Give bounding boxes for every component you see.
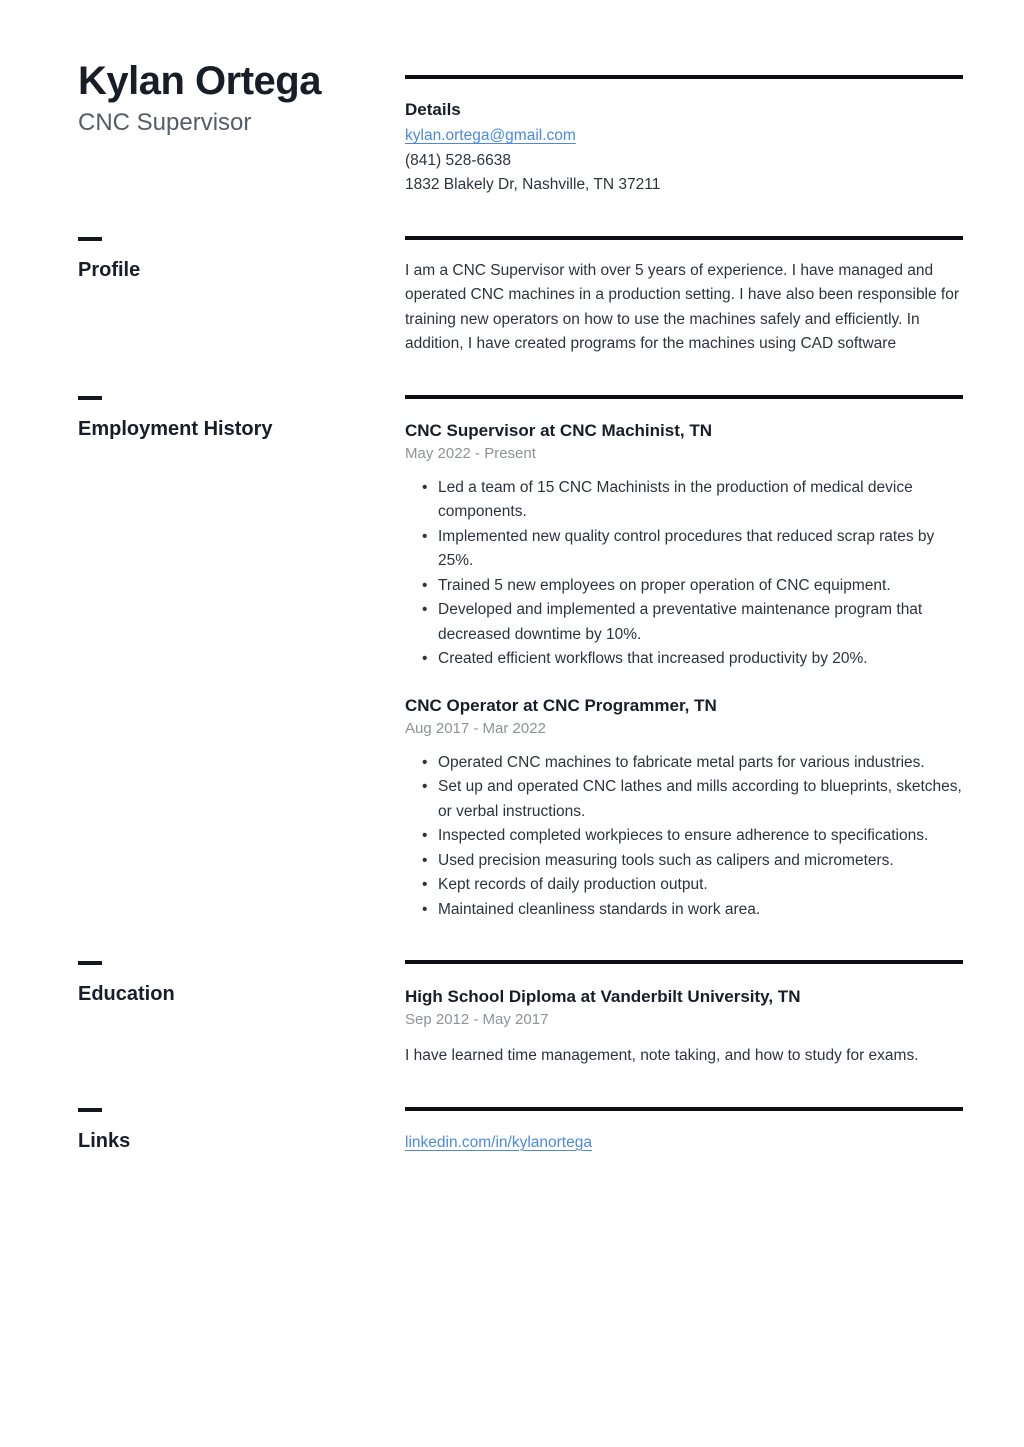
person-job-title: CNC Supervisor	[78, 109, 252, 136]
job-bullet-list	[405, 476, 963, 672]
section-dash	[78, 961, 102, 965]
job-bullet: • Developed and implemented a preventative maintenance program that decreased downtime by 10%.	[405, 598, 963, 647]
header-section	[78, 57, 963, 198]
job-title: CNC Operator at CNC Programmer, TN	[405, 695, 717, 715]
employment-section	[78, 395, 963, 923]
education-heading: Education	[78, 983, 175, 1005]
job-dates: Aug 2017 - Mar 2022	[405, 719, 546, 737]
education-content	[405, 960, 963, 1069]
profile-section	[78, 236, 963, 357]
section-rule	[405, 1107, 963, 1111]
job-bullet: • Kept records of daily production output.	[405, 873, 963, 898]
details-heading: Details	[405, 100, 461, 119]
section-rule	[405, 395, 963, 399]
job-bullet: • Implemented new quality control procedures that reduced scrap rates by 25%.	[405, 525, 963, 574]
section-rule	[405, 75, 963, 79]
education-description: I have learned time management, note taking, and how to study for exams.	[405, 1047, 919, 1064]
job-entry	[405, 419, 963, 672]
link-row	[405, 1131, 963, 1156]
section-rule	[405, 960, 963, 964]
contact-list	[405, 124, 963, 198]
section-dash	[78, 396, 102, 400]
phone-row: (841) 528-6638	[405, 151, 511, 169]
job-bullet: • Set up and operated CNC lathes and mills according to blueprints, sketches, or verbal instructions.	[405, 775, 963, 824]
profile-side	[78, 236, 405, 357]
employment-content	[405, 395, 963, 923]
education-side	[78, 960, 405, 1069]
job-title: CNC Supervisor at CNC Machinist, TN	[405, 420, 712, 440]
linkedin-link[interactable]: linkedin.com/in/kylanortega	[405, 1133, 592, 1151]
job-bullet-list	[405, 751, 963, 923]
links-side	[78, 1107, 405, 1156]
job-entry	[405, 694, 963, 923]
section-rule	[405, 236, 963, 240]
job-bullet: • Used precision measuring tools such as calipers and micrometers.	[405, 849, 963, 874]
profile-heading: Profile	[78, 258, 141, 281]
profile-text: I am a CNC Supervisor with over 5 years of experience. I have managed and operated CNC machines in a production setting. I have also been responsible for training new operators on how to use the machines safely and efficiently. In addition, I have created programs for the machines using CAD software	[405, 261, 960, 352]
job-bullet: • Trained 5 new employees on proper operation of CNC equipment.	[405, 574, 963, 599]
employment-side	[78, 395, 405, 923]
email-row	[405, 124, 963, 149]
job-bullet: • Created efficient workflows that increased productivity by 20%.	[405, 647, 963, 672]
education-dates: Sep 2012 - May 2017	[405, 1011, 549, 1028]
links-heading: Links	[78, 1129, 131, 1152]
identity-block	[78, 57, 405, 198]
job-bullet: • Inspected completed workpieces to ensure adherence to specifications.	[405, 824, 963, 849]
education-title: High School Diploma at Vanderbilt University, TN	[405, 987, 801, 1006]
email-link[interactable]: kylan.ortega@gmail.com	[405, 127, 576, 144]
links-content	[405, 1107, 963, 1156]
job-bullet: • Operated CNC machines to fabricate metal parts for various industries.	[405, 751, 963, 776]
details-block	[405, 57, 963, 198]
employment-heading: Employment History	[78, 417, 273, 440]
job-dates: May 2022 - Present	[405, 444, 536, 462]
profile-content	[405, 236, 963, 357]
section-dash	[78, 1108, 102, 1112]
section-dash	[78, 237, 102, 241]
person-name: Kylan Ortega	[78, 59, 321, 103]
job-bullet: • Maintained cleanliness standards in work area.	[405, 898, 963, 923]
education-section	[78, 960, 963, 1069]
links-section	[78, 1107, 963, 1156]
education-entry	[405, 985, 963, 1069]
address-row: 1832 Blakely Dr, Nashville, TN 37211	[405, 176, 661, 193]
job-bullet: • Led a team of 15 CNC Machinists in the production of medical device components.	[405, 476, 963, 525]
